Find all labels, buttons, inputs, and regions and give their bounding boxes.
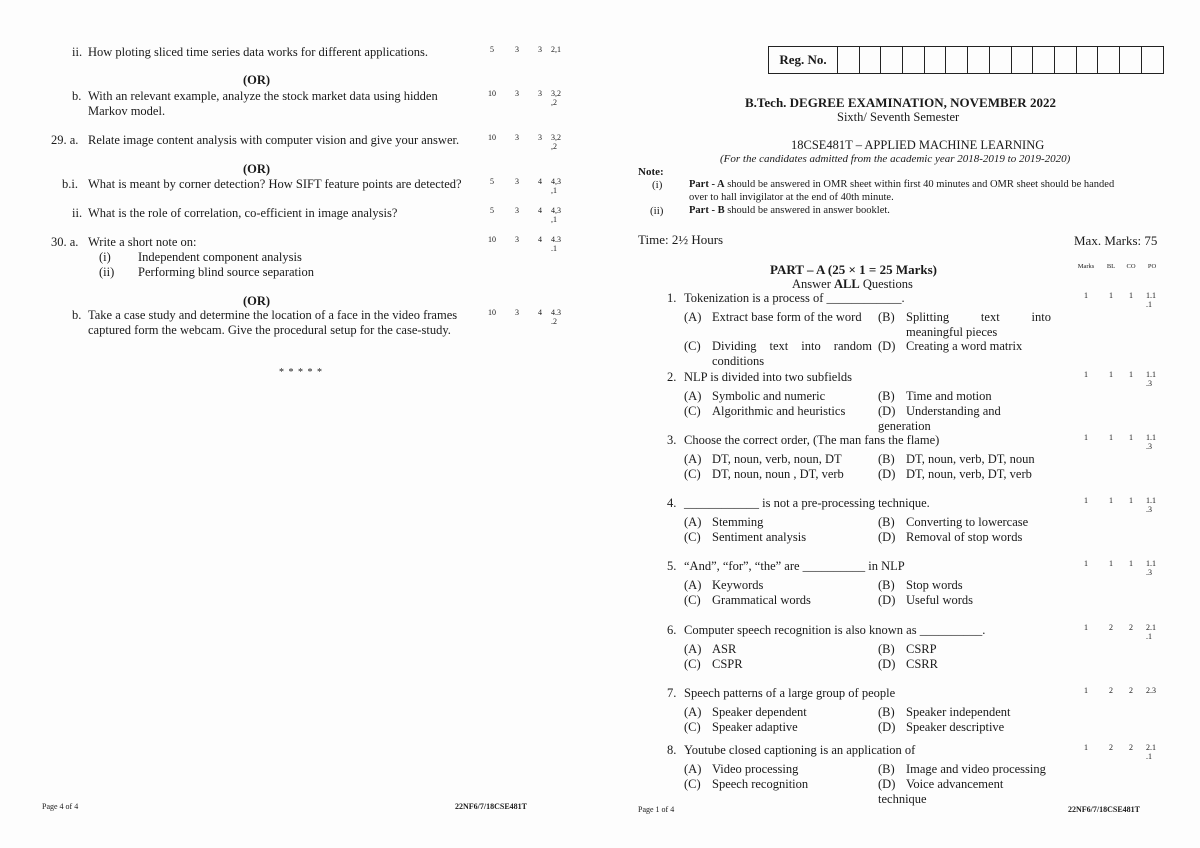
exam-duration: Time: 2½ Hours — [638, 232, 724, 247]
option-letter: (D) — [878, 777, 896, 791]
or-label: (OR) — [243, 73, 271, 87]
mcq-number: 6. — [667, 623, 677, 637]
po-value: 1.1 .3 — [1146, 433, 1156, 451]
po-value: 3,2 ,2 — [551, 89, 561, 107]
reg-no-cell — [946, 47, 968, 73]
option-text: Keywords — [712, 578, 764, 592]
marks-value: 1 — [1084, 291, 1088, 300]
option-text: Stemming — [712, 515, 764, 529]
po-value: 1.1 .3 — [1146, 559, 1156, 577]
note-number: (ii) — [650, 205, 664, 217]
mcq-option — [878, 720, 1048, 735]
mcq-option — [684, 310, 874, 325]
mcq-stem: Choose the correct order, (The man fans the flame) — [684, 433, 940, 447]
mcq-stem: ____________ is not a pre-processing technique. — [684, 496, 930, 510]
option-letter: (D) — [878, 720, 896, 734]
mcq-option — [878, 467, 1048, 482]
mcq-option — [684, 578, 874, 593]
note-text — [689, 205, 890, 216]
option-letter: (C) — [684, 404, 701, 418]
bl-value: 2 — [1109, 623, 1113, 632]
bl-value: 1 — [1109, 291, 1113, 300]
marks-value: 5 — [490, 206, 494, 215]
instr-pre: Answer — [792, 277, 835, 291]
mcq-option — [684, 530, 874, 545]
mcq-option — [684, 389, 874, 404]
option-letter: (B) — [878, 310, 895, 324]
bl-value: 1 — [1109, 496, 1113, 505]
option-text: Speech recognition — [712, 777, 809, 791]
option-text: Image and video processing — [906, 762, 1046, 776]
po-value: 3,2 ,2 — [551, 133, 561, 151]
option-letter: (D) — [878, 339, 896, 353]
col-header-marks: Marks — [1077, 263, 1095, 270]
reg-no-cell — [903, 47, 925, 73]
option-text: Time and motion — [906, 389, 992, 403]
bl-value: 3 — [515, 235, 519, 244]
question-number: 30. a. — [51, 235, 79, 249]
co-value: 1 — [1129, 370, 1133, 379]
option-text: DT, noun, verb, noun, DT — [712, 452, 842, 466]
reg-no-cell — [925, 47, 947, 73]
mcq-number: 1. — [667, 291, 677, 305]
reg-no-cell — [1098, 47, 1120, 73]
note-body: should be answered in OMR sheet within first 40 minutes and OMR sheet should be handed — [724, 179, 1115, 190]
option-text: Sentiment analysis — [712, 530, 807, 544]
option-text: Voice advancement technique — [878, 777, 1004, 806]
mcq-option — [878, 404, 1048, 434]
co-value: 4 — [538, 206, 542, 215]
option-text: ASR — [712, 642, 737, 656]
option-letter: (D) — [878, 467, 896, 481]
course-title: 18CSE481T – APPLIED MACHINE LEARNING — [791, 138, 1045, 152]
mcq-option — [878, 777, 1048, 807]
option-letter: (B) — [878, 642, 895, 656]
option-text: DT, noun, noun , DT, verb — [712, 467, 844, 481]
marks-value: 10 — [488, 89, 496, 98]
mcq-option — [684, 720, 874, 735]
page-footer-left: Page 1 of 4 — [638, 805, 675, 814]
option-text: Speaker adaptive — [712, 720, 798, 734]
po-value: 1.1 .1 — [1146, 291, 1156, 309]
option-letter: (A) — [684, 515, 702, 529]
co-value: 1 — [1129, 433, 1133, 442]
option-letter: (C) — [684, 777, 701, 791]
mcq-option — [878, 515, 1048, 530]
co-value: 4 — [538, 177, 542, 186]
max-marks: Max. Marks: 75 — [1074, 233, 1158, 248]
po-value: 2.1 .1 — [1146, 743, 1156, 761]
option-letter: (D) — [878, 593, 896, 607]
sub-item-number: (i) — [99, 250, 111, 264]
mcq-number: 7. — [667, 686, 677, 700]
marks-value: 5 — [490, 177, 494, 186]
option-letter: (A) — [684, 642, 702, 656]
question-number: b. — [72, 308, 82, 322]
option-letter: (A) — [684, 452, 702, 466]
marks-value: 1 — [1084, 686, 1088, 695]
mcq-option — [878, 578, 1048, 593]
po-value: 4.3 .2 — [551, 308, 561, 326]
sub-item-text: Performing blind source separation — [138, 265, 314, 279]
question-text: With an relevant example, analyze the stock market data using hidden — [88, 89, 438, 103]
po-value: 4,3 ,1 — [551, 206, 561, 224]
option-text: Speaker dependent — [712, 705, 807, 719]
mcq-stem: Youtube closed captioning is an application of — [684, 743, 916, 757]
mcq-option — [684, 705, 874, 720]
question-text: captured form the webcam. Give the procedural setup for the case-study. — [88, 323, 451, 337]
co-value: 3 — [538, 45, 542, 54]
option-text: Symbolic and numeric — [712, 389, 826, 403]
bl-value: 3 — [515, 177, 519, 186]
reg-no-label: Reg. No. — [769, 47, 838, 73]
page-footer-left: Page 4 of 4 — [42, 802, 79, 811]
bl-value: 1 — [1109, 559, 1113, 568]
bl-value: 1 — [1109, 370, 1113, 379]
bl-value: 3 — [515, 308, 519, 317]
co-value: 3 — [538, 133, 542, 142]
mcq-option — [878, 657, 1048, 672]
co-value: 1 — [1129, 496, 1133, 505]
mcq-option — [878, 593, 1048, 608]
note-body: should be answered in answer booklet. — [724, 205, 890, 216]
option-letter: (D) — [878, 657, 896, 671]
bl-value: 2 — [1109, 686, 1113, 695]
option-letter: (C) — [684, 467, 701, 481]
mcq-option — [878, 310, 1053, 340]
mcq-option — [684, 593, 874, 608]
mcq-option — [878, 642, 1048, 657]
mcq-option — [878, 389, 1048, 404]
end-of-paper-mark: * * * * * — [279, 367, 323, 378]
instr-bold: ALL — [834, 277, 860, 291]
option-letter: (A) — [684, 389, 702, 403]
question-text: Relate image content analysis with computer vision and give your answer. — [88, 133, 460, 147]
bl-value: 1 — [1109, 433, 1113, 442]
col-header-bl: BL — [1106, 263, 1116, 270]
mcq-option — [684, 339, 874, 369]
option-text: Algorithmic and heuristics — [712, 404, 846, 418]
option-text: Grammatical words — [712, 593, 811, 607]
bl-value: 3 — [515, 133, 519, 142]
admitted-note: (For the candidates admitted from the academic year 2018-2019 to 2019-2020) — [720, 153, 1071, 165]
option-letter: (B) — [878, 515, 895, 529]
bl-value: 3 — [515, 206, 519, 215]
question-text: Take a case study and determine the location of a face in the video frames — [88, 308, 458, 322]
page-footer-code: 22NF6/7/18CSE481T — [1068, 805, 1141, 814]
mcq-number: 3. — [667, 433, 677, 447]
co-value: 4 — [538, 308, 542, 317]
option-text: CSRP — [906, 642, 937, 656]
option-letter: (C) — [684, 720, 701, 734]
mcq-option — [878, 705, 1048, 720]
question-number: ii. — [72, 206, 83, 220]
option-letter: (B) — [878, 452, 895, 466]
mcq-option — [878, 452, 1048, 467]
page-footer-code: 22NF6/7/18CSE481T — [455, 802, 528, 811]
option-text: Understanding and generation — [878, 404, 1001, 433]
mcq-option — [684, 452, 874, 467]
marks-value: 1 — [1084, 559, 1088, 568]
mcq-option — [684, 657, 874, 672]
reg-no-cell — [1033, 47, 1055, 73]
note-number: (i) — [652, 179, 663, 191]
sub-item-number: (ii) — [99, 265, 115, 279]
mcq-option — [684, 777, 874, 792]
option-text: CSPR — [712, 657, 743, 671]
question-text: What is the role of correlation, co-efficient in image analysis? — [88, 206, 398, 220]
marks-value: 10 — [488, 235, 496, 244]
co-value: 2 — [1129, 743, 1133, 752]
marks-value: 10 — [488, 308, 496, 317]
note-text-line2: over to hall invigilator at the end of 40th minute. — [689, 192, 894, 203]
marks-value: 1 — [1084, 433, 1088, 442]
mcq-option — [684, 642, 874, 657]
exam-title: B.Tech. DEGREE EXAMINATION, NOVEMBER 2022 — [745, 95, 1056, 110]
option-text: Useful words — [906, 593, 974, 607]
option-letter: (A) — [684, 762, 702, 776]
reg-no-cell — [990, 47, 1012, 73]
option-letter: (C) — [684, 657, 701, 671]
option-letter: (C) — [684, 593, 701, 607]
mcq-stem: Computer speech recognition is also known as __________. — [684, 623, 986, 637]
marks-value: 1 — [1084, 743, 1088, 752]
bl-value: 2 — [1109, 743, 1113, 752]
semester: Sixth/ Seventh Semester — [837, 110, 960, 124]
sub-item-text: Independent component analysis — [138, 250, 302, 264]
option-text: Video processing — [712, 762, 799, 776]
co-value: 4 — [538, 235, 542, 244]
option-text: Speaker independent — [906, 705, 1011, 719]
option-letter: (A) — [684, 310, 702, 324]
reg-no-cell — [1012, 47, 1034, 73]
option-letter: (C) — [684, 530, 701, 544]
po-value: 1.1 .3 — [1146, 496, 1156, 514]
note-label: Note: — [638, 166, 664, 178]
po-value: 4,3 ,1 — [551, 177, 561, 195]
question-text: Write a short note on: — [88, 235, 197, 249]
option-text: DT, noun, verb, DT, noun — [906, 452, 1035, 466]
marks-value: 1 — [1084, 496, 1088, 505]
option-letter: (D) — [878, 530, 896, 544]
option-text: Stop words — [906, 578, 963, 592]
mcq-option — [878, 339, 1053, 354]
mcq-number: 5. — [667, 559, 677, 573]
marks-value: 1 — [1084, 370, 1088, 379]
or-label: (OR) — [243, 162, 271, 176]
question-text: Markov model. — [88, 104, 166, 118]
note-bold: Part - B — [689, 205, 725, 216]
option-letter: (C) — [684, 339, 701, 353]
option-letter: (B) — [878, 705, 895, 719]
mcq-stem: Tokenization is a process of ____________. — [684, 291, 905, 305]
co-value: 1 — [1129, 559, 1133, 568]
question-text: What is meant by corner detection? How SIFT feature points are detected? — [88, 177, 462, 191]
co-value: 2 — [1129, 686, 1133, 695]
mcq-option — [878, 530, 1048, 545]
mcq-option — [684, 515, 874, 530]
reg-no-cell — [881, 47, 903, 73]
mcq-option — [684, 762, 874, 777]
marks-value: 5 — [490, 45, 494, 54]
option-text: Splitting text into meaningful pieces — [906, 310, 1051, 339]
mcq-stem: “And”, “for”, “the” are __________ in NLP — [684, 559, 905, 573]
option-letter: (A) — [684, 578, 702, 592]
option-letter: (A) — [684, 705, 702, 719]
answer-all-instruction — [792, 277, 913, 292]
option-text: Dividing text into random conditions — [712, 339, 872, 368]
po-value: 2.3 — [1146, 686, 1156, 695]
mcq-number: 4. — [667, 496, 677, 510]
or-label: (OR) — [243, 294, 271, 308]
option-letter: (B) — [878, 762, 895, 776]
co-value: 1 — [1129, 291, 1133, 300]
question-number: 29. a. — [51, 133, 79, 147]
instr-post: Questions — [859, 277, 913, 291]
po-value: 2.1 .1 — [1146, 623, 1156, 641]
marks-value: 10 — [488, 133, 496, 142]
mcq-stem: Speech patterns of a large group of people — [684, 686, 896, 700]
mcq-number: 2. — [667, 370, 677, 384]
note-bold: Part - A — [689, 179, 725, 190]
question-number: ii. — [72, 45, 83, 59]
option-text: Removal of stop words — [906, 530, 1023, 544]
marks-value: 1 — [1084, 623, 1088, 632]
reg-no-cell — [1142, 47, 1164, 73]
mcq-option — [684, 467, 874, 482]
mcq-option — [878, 762, 1048, 777]
reg-no-box — [768, 46, 1164, 74]
po-value: 1.1 .3 — [1146, 370, 1156, 388]
mcq-number: 8. — [667, 743, 677, 757]
option-letter: (D) — [878, 404, 896, 418]
reg-no-cell — [1120, 47, 1142, 73]
reg-no-cell — [838, 47, 860, 73]
po-value: 4.3 .1 — [551, 235, 561, 253]
option-letter: (B) — [878, 578, 895, 592]
col-header-co: CO — [1126, 263, 1136, 270]
option-text: Speaker descriptive — [906, 720, 1005, 734]
mcq-stem: NLP is divided into two subfields — [684, 370, 852, 384]
note-text — [689, 179, 1114, 190]
question-number: b. — [72, 89, 82, 103]
option-text: Extract base form of the word — [712, 310, 862, 324]
po-value: 2,1 — [551, 45, 561, 54]
reg-no-cell — [860, 47, 882, 73]
co-value: 2 — [1129, 623, 1133, 632]
option-text: DT, noun, verb, DT, verb — [906, 467, 1032, 481]
part-a-title: PART – A (25 × 1 = 25 Marks) — [770, 262, 937, 277]
option-text: Converting to lowercase — [906, 515, 1029, 529]
co-value: 3 — [538, 89, 542, 98]
option-text: CSRR — [906, 657, 938, 671]
question-number: b.i. — [62, 177, 78, 191]
option-text: Creating a word matrix — [906, 339, 1023, 353]
option-letter: (B) — [878, 389, 895, 403]
col-header-po: PO — [1147, 263, 1157, 270]
bl-value: 3 — [515, 45, 519, 54]
mcq-option — [684, 404, 874, 419]
reg-no-cell — [1055, 47, 1077, 73]
bl-value: 3 — [515, 89, 519, 98]
reg-no-cell — [968, 47, 990, 73]
reg-no-cell — [1077, 47, 1099, 73]
question-text: How ploting sliced time series data works for different applications. — [88, 45, 428, 59]
